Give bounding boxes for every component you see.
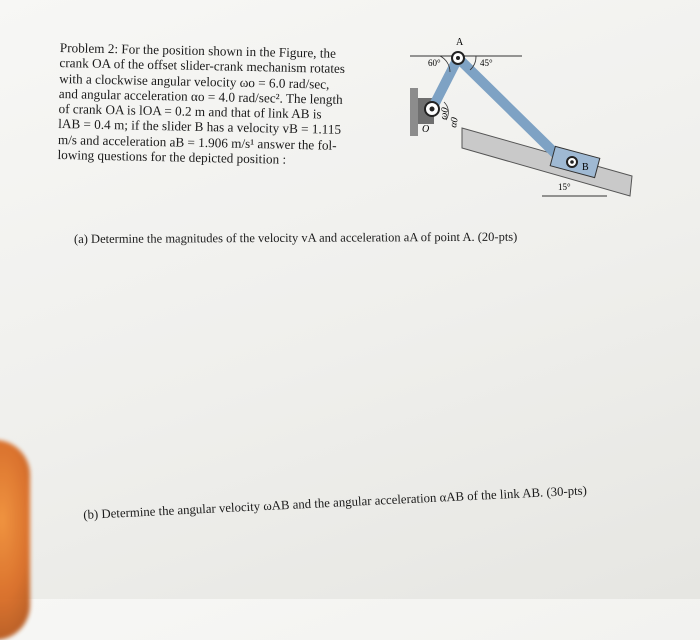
problem-line-7: m/s and acceleration aB = 1.906 m/s¹ answer the fol- [57,131,337,153]
question-a: (a) Determine the magnitudes of the velocity vA and acceleration aA of point A. (20-pts) [74,229,518,246]
ground-support [410,88,418,136]
label-omega: ω0 [438,106,452,121]
label-o: O [422,124,430,135]
problem-line-2: crank OA of the offset slider-crank mechanism rotates [59,55,346,77]
label-alpha: α0 [448,116,461,129]
problem-line-1: Problem 2: For the position shown in the Figure, the [59,40,337,61]
problem-line-6: lAB = 0.4 m; if the slider B has a velocity vB = 1.115 [58,116,342,138]
label-b: B [582,162,589,173]
problem-line-8: lowing questions for the depicted position : [57,147,287,167]
question-b: (b) Determine the angular velocity ωAB and the angular acceleration αAB of the link AB. (30-pts) [83,483,588,522]
finger-edge [0,440,30,640]
problem-line-3: with a clockwise angular velocity ωo = 6.0 rad/sec, [59,70,330,92]
problem-line-5: of crank OA is lOA = 0.2 m and that of link AB is [58,101,322,122]
label-15: 15° [558,182,571,192]
problem-statement [57,40,389,169]
slider-crank-figure [392,36,642,211]
label-45: 45° [480,58,493,68]
label-a: A [456,37,464,48]
problem-line-4: and angular acceleration αo = 4.0 rad/sec². The length [58,85,343,107]
label-60: 60° [428,58,441,68]
slider-ground [462,128,632,196]
